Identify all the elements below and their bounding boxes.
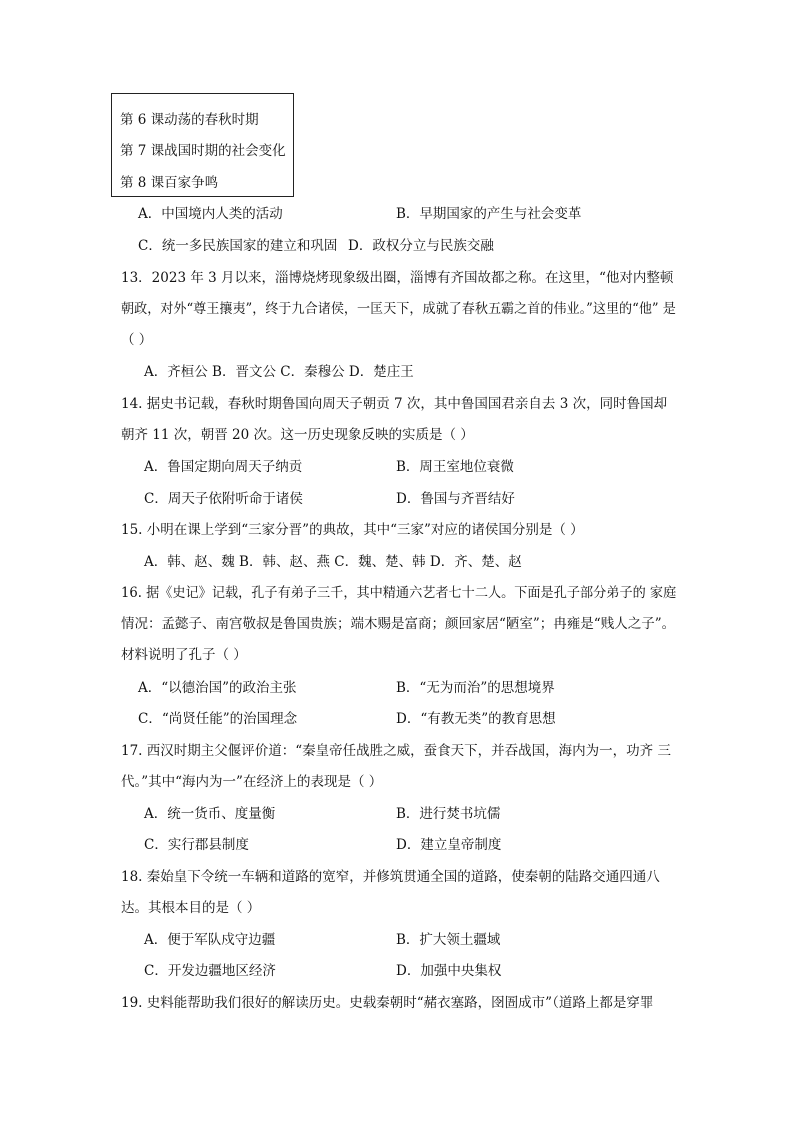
q15-stem-line: 15. 小明在课上学到“三家分晋”的典故，其中“三家”对应的诸侯国分别是（ ） xyxy=(121,522,584,538)
q17-option-d: D．建立皇帝制度 xyxy=(396,837,502,853)
q18-option-d: D．加强中央集权 xyxy=(396,963,502,979)
q12-option-d: D．政权分立与民族交融 xyxy=(348,238,494,254)
q17-stem-line: 17. 西汉时期主父偃评价道：“秦皇帝任战胜之威，蚕食天下，并吞战国，海内为一，功齐 三 xyxy=(121,743,671,759)
q17-option-a: A．统一货币、度量衡 xyxy=(144,806,276,822)
q17-option-b: B．进行焚书坑儒 xyxy=(396,806,501,822)
q15-options: A．韩、赵、魏 B．韩、赵、燕 C．魏、楚、韩 D．齐、楚、赵 xyxy=(144,554,522,570)
q18-option-c: C．开发边疆地区经济 xyxy=(144,963,276,979)
q13-stem-line: （ ） xyxy=(121,332,153,348)
q17-option-c: C．实行郡县制度 xyxy=(144,837,249,853)
q17-stem-line: 代。”其中“海内为一”在经济上的表现是（ ） xyxy=(121,774,383,790)
q16-stem-line: 材料说明了孔子（ ） xyxy=(121,647,247,663)
lesson-line: 第 6 课动荡的春秋时期 xyxy=(120,112,259,128)
q13-options: A．齐桓公 B．晋文公 C．秦穆公 D．楚庄王 xyxy=(144,364,414,380)
q16-stem-line: 情况：孟懿子、南宫敬叔是鲁国贵族；端木赐是富商；颜回家居“陋室”；冉雍是“贱人之子”。 xyxy=(121,616,676,632)
q16-option-d: D．“有教无类”的教育思想 xyxy=(396,711,556,727)
q13-stem-line: 13．2023 年 3 月以来，淄博烧烤现象级出圈，淄博有齐国故都之称。在这里，“他对内整顿 xyxy=(121,270,674,286)
q16-stem-line: 16. 据《史记》记载，孔子有弟子三千，其中精通六艺者七十二人。下面是孔子部分弟子的 家庭 xyxy=(121,585,677,601)
q14-option-a: A．鲁国定期向周天子纳贡 xyxy=(144,459,303,475)
q12-option-c: C．统一多民族国家的建立和巩固 xyxy=(138,238,338,254)
q14-option-d: D．鲁国与齐晋结好 xyxy=(396,491,515,507)
q18-stem-line: 达。其根本目的是（ ） xyxy=(121,900,261,916)
q18-option-a: A．便于军队戍守边疆 xyxy=(144,932,276,948)
q14-option-b: B．周王室地位衰微 xyxy=(396,459,514,475)
q16-option-b: B．“无为而治”的思想境界 xyxy=(396,680,555,696)
q19-stem-line: 19. 史料能帮助我们很好的解读历史。史载秦朝时“赭衣塞路，囹圄成市”（道路上都是穿罪 xyxy=(121,995,654,1011)
lesson-line: 第 7 课战国时期的社会变化 xyxy=(120,143,286,159)
q14-option-c: C．周天子依附听命于诸侯 xyxy=(144,491,303,507)
q14-stem-line: 14. 据史书记载，春秋时期鲁国向周天子朝贡 7 次，其中鲁国国君亲自去 3 次，同时鲁国却 xyxy=(121,396,668,412)
q18-stem-line: 18. 秦始皇下令统一车辆和道路的宽窄，并修筑贯通全国的道路，使秦朝的陆路交通四通八 xyxy=(121,869,660,885)
q18-option-b: B．扩大领土疆域 xyxy=(396,932,501,948)
q12-option-a: A．中国境内人类的活动 xyxy=(138,206,283,222)
q16-option-c: C．“尚贤任能”的治国理念 xyxy=(138,711,298,727)
q12-option-b: B．早期国家的产生与社会变革 xyxy=(396,206,582,222)
q16-option-a: A．“以德治国”的政治主张 xyxy=(138,680,297,696)
lesson-box xyxy=(111,93,294,197)
lesson-line: 第 8 课百家争鸣 xyxy=(120,175,219,191)
q14-stem-line: 朝齐 11 次，朝晋 20 次。这一历史现象反映的实质是（ ） xyxy=(121,427,474,443)
q13-stem-line: 朝政，对外“尊王攘夷”，终于九合诸侯，一匡天下，成就了春秋五霸之首的伟业。”这里的“他” 是 xyxy=(121,301,676,317)
